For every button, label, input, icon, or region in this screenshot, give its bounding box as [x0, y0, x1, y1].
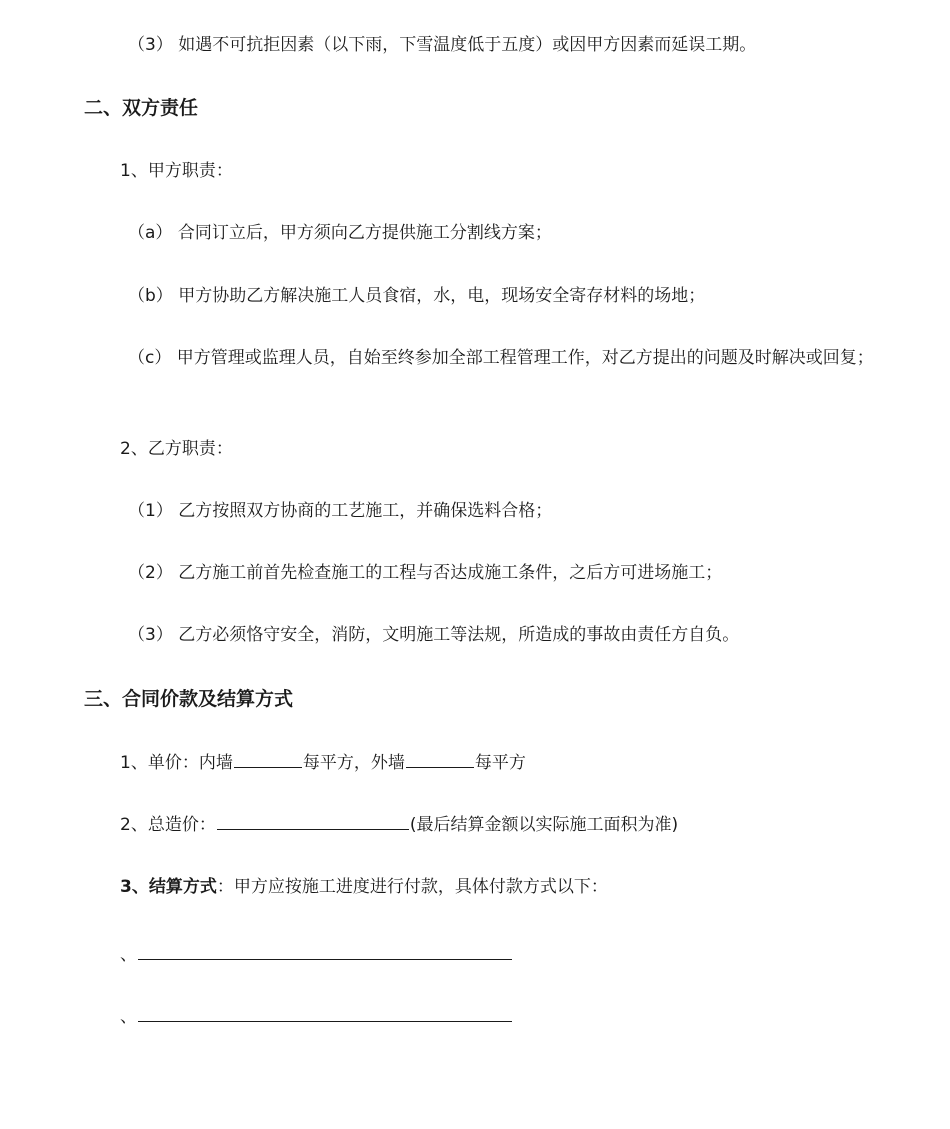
interior-wall-price-blank[interactable]: [234, 749, 302, 768]
settlement-method-label: 3、结算方式: [120, 877, 217, 897]
unit-price-suffix: 每平方: [474, 753, 526, 773]
unit-price-prefix: 1、单价：内墙: [120, 753, 233, 773]
payment-item-marker: 、: [120, 945, 137, 965]
party-a-duty-c: （c） 甲方管理或监理人员，自始至终参加全部工程管理工作，对乙方提出的问题及时解决或回复；: [128, 348, 874, 368]
payment-item-1: [120, 941, 513, 969]
payment-item-marker: 、: [120, 1007, 137, 1027]
section-heading-price-settlement: 三、合同价款及结算方式: [84, 688, 294, 710]
section-heading-responsibilities: 二、双方责任: [84, 97, 199, 119]
total-price-suffix: (最后结算金额以实际施工面积为准): [409, 815, 679, 835]
party-b-duty-3: （3） 乙方必须恪守安全，消防，文明施工等法规，所造成的事故由责任方自负。: [128, 625, 740, 645]
unit-price-line: [120, 749, 526, 777]
payment-item-1-blank[interactable]: [138, 941, 512, 960]
total-price-blank[interactable]: [217, 811, 409, 830]
exterior-wall-price-blank[interactable]: [406, 749, 474, 768]
total-price-line: [120, 811, 678, 839]
party-b-duty-1: （1） 乙方按照双方协商的工艺施工，并确保选料合格；: [128, 501, 553, 521]
total-price-prefix: 2、总造价：: [120, 815, 216, 835]
settlement-method-text: ：甲方应按施工进度进行付款，具体付款方式以下：: [216, 877, 608, 897]
party-a-duty-a: （a） 合同订立后，甲方须向乙方提供施工分割线方案；: [128, 223, 552, 243]
payment-item-2: [120, 1003, 513, 1031]
party-a-duty-b: （b） 甲方协助乙方解决施工人员食宿，水，电，现场安全寄存材料的场地；: [128, 286, 706, 306]
unit-price-mid: 每平方，外墙: [302, 753, 405, 773]
party-b-duty-2: （2） 乙方施工前首先检查施工的工程与否达成施工条件，之后方可进场施工；: [128, 563, 723, 583]
settlement-method-line: [120, 873, 608, 901]
delay-clause: （3） 如遇不可抗拒因素（以下雨，下雪温度低于五度）或因甲方因素而延误工期。: [128, 35, 757, 55]
party-a-duties-title: 1、甲方职责：: [120, 161, 233, 181]
party-b-duties-title: 2、乙方职责：: [120, 439, 233, 459]
payment-item-2-blank[interactable]: [138, 1003, 512, 1022]
